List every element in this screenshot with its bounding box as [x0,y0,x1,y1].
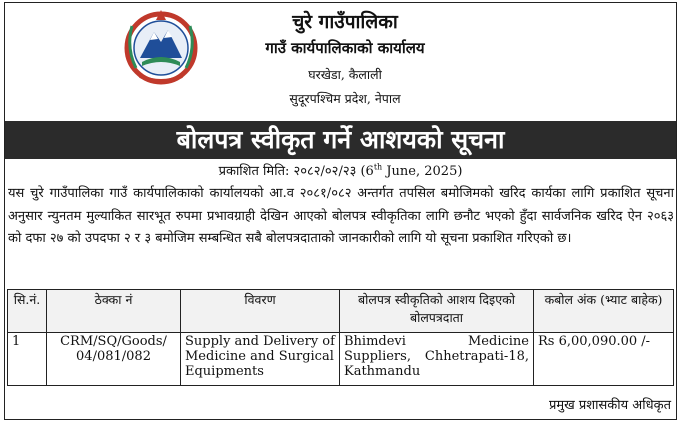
publication-date-label: प्रकाशित मिति: [218,164,290,179]
col-header-amount: कबोल अंक (भ्याट बाहेक) [534,290,674,333]
table-row [8,333,674,386]
publication-date-ad-prefix: (6 [360,164,374,179]
col-header-description: विवरण [181,290,340,333]
office-location: घरखेडा, कैलाली [308,67,382,82]
cell-contract-no: CRM/SQ/Goods/ 04/081/082 [47,333,181,386]
publication-date-bs: २०८२/०२/२३ [293,164,357,179]
municipality-name: चुरे गाउँपालिका [292,11,398,33]
col-header-bidder: बोलपत्र स्वीकृतिको आशय दिइएको बोलपत्रदाता [340,290,534,333]
cell-bidder: Bhimdevi Medicine Suppliers, Chhetrapati-18, Kathmandu [340,333,534,386]
cell-amount: Rs 6,00,090.00 /- [534,333,674,386]
notice-title: बोलपत्र स्वीकृत गर्ने आशयको सूचना [5,121,676,159]
col-header-contract-no: ठेक्का नं [47,290,181,333]
notice-body: यस चुरे गाउँपालिका गाउँ कार्यपालिकाको कार्यालयको आ.व २०८१/०८२ अन्तर्गत तपसिल बमोजिमको खरिद कार्यका लागि प्रकाशित सूचना अनुसार न्युनतम मुल्याकित सारभूत रुपमा प्रभावग्राही देखिन आएको बोलपत्र स्वीकृतिका लागि छनौट भएको हुँदा सार्वजनिक खरिद ऐन २०६३ को दफा २७ को उपदफा २ र ३ बमोजिम सम्बन्धित सबै बोलपत्रदाताको जानकारीको लागि यो सूचना प्रकाशित गरिएको छ। [8,186,674,246]
office-name: गाउँ कार्यपालिकाको कार्यालय [265,39,425,57]
cell-description: Supply and Delivery of Medicine and Surgical Equipments [181,333,340,386]
award-table [7,289,674,386]
col-header-sn: सि.नं. [8,290,47,333]
cell-sn: 1 [8,333,47,386]
signatory: प्रमुख प्रशासकीय अधिकृत [548,398,671,413]
nepal-emblem-icon [120,6,202,86]
table-header-row [8,290,674,333]
publication-date [0,161,681,179]
province-name: सुदूरपश्चिम प्रदेश, नेपाल [289,91,401,106]
publication-date-ad-suffix: June, 2025) [386,164,463,179]
publication-date-ad-sup: th [373,162,383,172]
